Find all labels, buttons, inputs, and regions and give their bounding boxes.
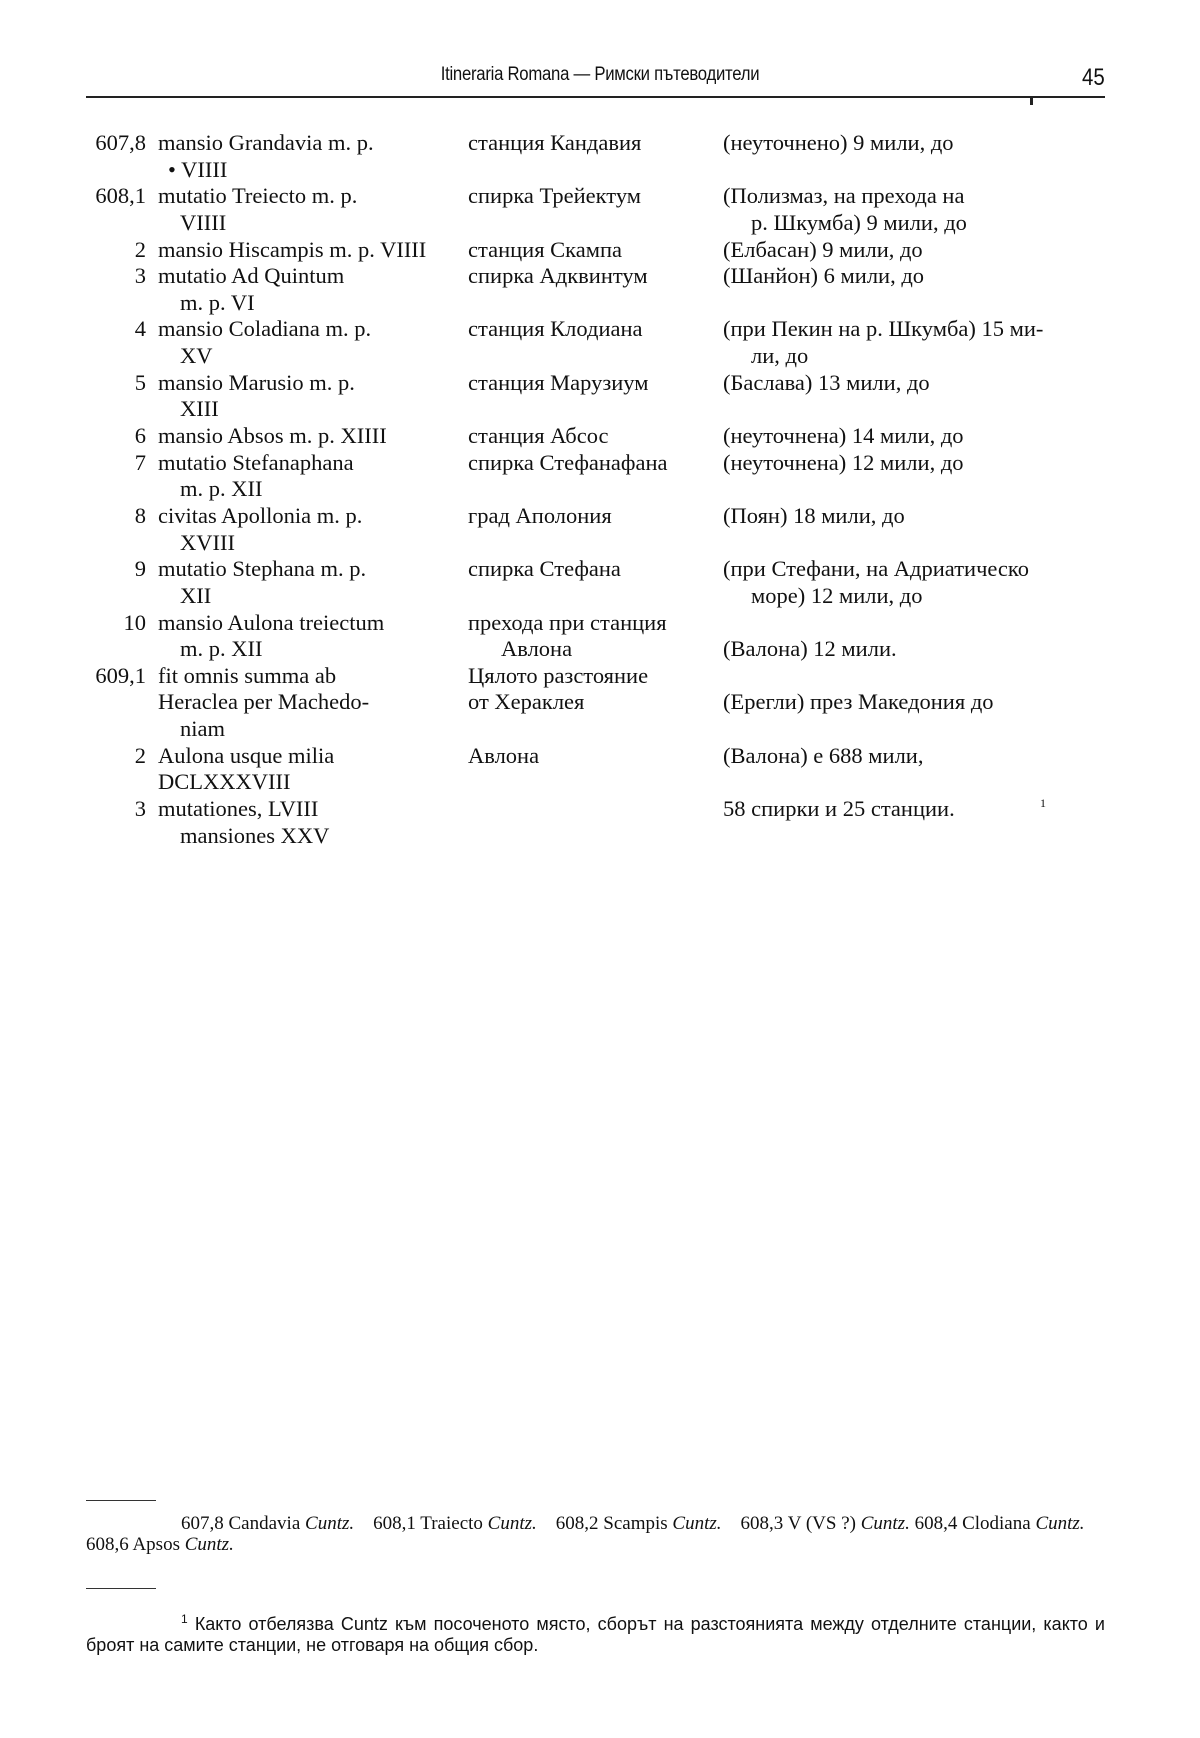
entry-line bbox=[0, 530, 1200, 557]
entry-line bbox=[0, 716, 1200, 743]
latin-text: m. p. XII bbox=[180, 636, 263, 662]
apparatus-rule bbox=[86, 1500, 156, 1501]
modern-location-text: (Баслава) 13 мили, до bbox=[723, 369, 930, 395]
latin-text: DCLXXXVIII bbox=[158, 769, 291, 795]
entry-line bbox=[0, 769, 1200, 796]
entry-line bbox=[0, 476, 1200, 503]
itinerary-entry bbox=[0, 663, 1200, 743]
itinerary-entry bbox=[0, 237, 1200, 264]
latin-text: mansio Coladiana m. p. bbox=[158, 316, 372, 342]
itinerary-entry bbox=[0, 503, 1200, 556]
apparatus-ref: 608,2 bbox=[555, 1513, 599, 1534]
latin-text: mutatio Stephana m. p. bbox=[158, 556, 367, 582]
entry-number: 10 bbox=[123, 609, 146, 635]
entry-line bbox=[0, 396, 1200, 423]
entry-line bbox=[0, 263, 1200, 290]
modern-location-text: (Валона) е 688 мили, bbox=[723, 742, 924, 768]
entry-line bbox=[0, 423, 1200, 450]
bulgarian-text: спирка Стефанафана bbox=[468, 449, 668, 475]
latin-text: XIII bbox=[180, 396, 219, 422]
itinerary-table bbox=[0, 130, 1200, 849]
entry-line bbox=[0, 583, 1200, 610]
bulgarian-text: спирка Адквинтум bbox=[468, 263, 648, 289]
itinerary-entry bbox=[0, 316, 1200, 369]
running-header: Itineraria Romana — Римски пътеводители bbox=[440, 64, 760, 85]
latin-text: mutatio Treiecto m. p. bbox=[158, 183, 358, 209]
latin-text: XVIII bbox=[180, 529, 235, 555]
entry-line bbox=[0, 316, 1200, 343]
modern-location-text: (неуточнено) 9 мили, до bbox=[723, 130, 954, 155]
bulgarian-text: станция Абсос bbox=[468, 423, 609, 449]
latin-text: XII bbox=[180, 582, 212, 608]
apparatus-word: Apsos bbox=[132, 1534, 180, 1555]
footnote-rule bbox=[86, 1588, 156, 1589]
itinerary-entry bbox=[0, 796, 1200, 849]
entry-line bbox=[0, 610, 1200, 637]
modern-location-text: (Шанйон) 6 мили, до bbox=[723, 263, 925, 289]
itinerary-entry bbox=[0, 556, 1200, 609]
latin-text: niam bbox=[180, 716, 225, 742]
bulgarian-text: станция Кандавия bbox=[468, 130, 642, 155]
apparatus-word: V (VS ?) bbox=[787, 1513, 856, 1534]
itinerary-entry bbox=[0, 450, 1200, 503]
modern-location-text: (Поян) 18 мили, до bbox=[723, 502, 905, 528]
apparatus-source: Cuntz. bbox=[860, 1513, 910, 1534]
latin-text: Aulona usque milia bbox=[158, 742, 335, 768]
entry-line bbox=[0, 556, 1200, 583]
bulgarian-text: Цялото разстояние bbox=[468, 662, 649, 688]
print-speck bbox=[1030, 98, 1033, 105]
latin-text: m. p. XII bbox=[180, 476, 263, 502]
latin-text: mansio Absos m. p. XIIII bbox=[158, 423, 387, 449]
critical-apparatus bbox=[86, 1513, 1105, 1555]
bulgarian-text: Авлона bbox=[468, 742, 540, 768]
bulgarian-text: станция Клодиана bbox=[468, 316, 643, 342]
entry-number: 3 bbox=[134, 263, 146, 289]
footnote-text: Както отбелязва Cuntz към посоченото място, сборът на разстоянията между отделните станции, както и броят на самите станции, не отговаря на общия сбор. bbox=[86, 1614, 1105, 1655]
entry-line bbox=[0, 823, 1200, 850]
entry-number: 9 bbox=[134, 556, 146, 582]
bulgarian-text: прехода при станция bbox=[468, 609, 667, 635]
modern-location-text: (Валона) 12 мили. bbox=[723, 636, 897, 662]
entry-line bbox=[0, 450, 1200, 477]
itinerary-entry bbox=[0, 370, 1200, 423]
modern-location-text: море) 12 мили, до bbox=[751, 582, 923, 608]
entry-line bbox=[0, 237, 1200, 264]
bulgarian-text: станция Марузиум bbox=[468, 369, 649, 395]
modern-location-text: 58 спирки и 25 станции. bbox=[723, 796, 955, 822]
apparatus-word: Candavia bbox=[228, 1513, 301, 1534]
entry-line bbox=[0, 636, 1200, 663]
entry-line bbox=[0, 290, 1200, 317]
entry-number: 2 bbox=[134, 236, 146, 262]
modern-location-text: (Полизмаз, на прехода на bbox=[723, 183, 965, 209]
entry-line bbox=[0, 689, 1200, 716]
bulgarian-text: от Хераклея bbox=[468, 689, 585, 715]
apparatus-ref: 608,4 bbox=[914, 1513, 958, 1534]
modern-location-text: (Елбасан) 9 мили, до bbox=[723, 236, 923, 262]
bulgarian-text: спирка Трейектум bbox=[468, 183, 642, 209]
bulgarian-text: спирка Стефана bbox=[468, 556, 621, 582]
entry-number: 609,1 bbox=[95, 662, 146, 688]
entry-number: 4 bbox=[134, 316, 146, 342]
itinerary-entry bbox=[0, 743, 1200, 796]
itinerary-entry bbox=[0, 130, 1200, 183]
itinerary-entry bbox=[0, 183, 1200, 236]
modern-location-text: (неуточнена) 12 мили, до bbox=[723, 449, 964, 475]
latin-text: mansio Grandavia m. p. bbox=[158, 130, 374, 155]
apparatus-source: Cuntz. bbox=[487, 1513, 537, 1534]
page-number: 45 bbox=[1082, 64, 1105, 91]
latin-text: • VIIII bbox=[168, 156, 228, 182]
apparatus-source: Cuntz. bbox=[1035, 1513, 1085, 1534]
entry-line bbox=[0, 796, 1200, 823]
apparatus-word: Scampis bbox=[603, 1513, 668, 1534]
entry-line bbox=[0, 743, 1200, 770]
latin-text: mutatio Stefanaphana bbox=[158, 449, 354, 475]
entry-number: 607,8 bbox=[95, 130, 146, 155]
bulgarian-text: град Аполония bbox=[468, 502, 612, 528]
entry-number: 3 bbox=[134, 796, 146, 822]
modern-location-text: (при Стефани, на Адриатическо bbox=[723, 556, 1029, 582]
modern-location-text: (Ерегли) през Македония до bbox=[723, 689, 994, 715]
bulgarian-text: станция Скампа bbox=[468, 236, 623, 262]
latin-text: mutatio Ad Quintum bbox=[158, 263, 345, 289]
apparatus-word: Traiecto bbox=[420, 1513, 483, 1534]
latin-text: m. p. VI bbox=[180, 289, 255, 315]
modern-location-text: ли, до bbox=[751, 343, 809, 369]
bulgarian-text: Авлона bbox=[501, 636, 573, 662]
entry-number: 5 bbox=[134, 369, 146, 395]
latin-text: mansio Marusio m. p. bbox=[158, 369, 355, 395]
apparatus-source: Cuntz. bbox=[305, 1513, 355, 1534]
entry-line bbox=[0, 130, 1200, 157]
apparatus-ref: 608,1 bbox=[373, 1513, 416, 1534]
latin-text: mansio Hiscampis m. p. VIIII bbox=[158, 236, 427, 262]
entry-number: 7 bbox=[134, 449, 146, 475]
latin-text: Heraclea per Machedo- bbox=[158, 689, 370, 715]
entry-line bbox=[0, 183, 1200, 210]
latin-text: VIIII bbox=[180, 209, 227, 235]
latin-text: civitas Apollonia m. p. bbox=[158, 502, 363, 528]
latin-text: mutationes, LVIII bbox=[158, 796, 319, 822]
modern-location-text: (при Пекин на р. Шкумба) 15 ми- bbox=[723, 316, 1044, 342]
entry-line bbox=[0, 343, 1200, 370]
itinerary-entry bbox=[0, 263, 1200, 316]
apparatus-ref: 608,3 bbox=[740, 1513, 784, 1534]
entry-number: 6 bbox=[134, 423, 146, 449]
entry-line bbox=[0, 157, 1200, 184]
entry-line bbox=[0, 663, 1200, 690]
entry-number: 2 bbox=[134, 742, 146, 768]
latin-text: XV bbox=[180, 343, 213, 369]
entry-line bbox=[0, 370, 1200, 397]
entry-number: 608,1 bbox=[95, 183, 146, 209]
entry-number: 8 bbox=[134, 502, 146, 528]
footnote bbox=[86, 1609, 1105, 1656]
latin-text: mansiones XXV bbox=[180, 822, 330, 848]
footnote-mark: 1 bbox=[181, 1612, 188, 1626]
latin-text: mansio Aulona treiectum bbox=[158, 609, 385, 635]
apparatus-source: Cuntz. bbox=[184, 1534, 234, 1555]
apparatus-ref: 608,6 bbox=[86, 1534, 129, 1555]
footnote-reference: 1 bbox=[1040, 796, 1046, 811]
modern-location-text: (неуточнена) 14 мили, до bbox=[723, 423, 964, 449]
entry-line bbox=[0, 503, 1200, 530]
entry-line bbox=[0, 210, 1200, 237]
apparatus-source: Cuntz. bbox=[672, 1513, 722, 1534]
header-rule bbox=[86, 96, 1105, 98]
itinerary-entry bbox=[0, 610, 1200, 663]
apparatus-word: Clodiana bbox=[962, 1513, 1031, 1534]
modern-location-text: р. Шкумба) 9 мили, до bbox=[751, 209, 967, 235]
itinerary-entry bbox=[0, 423, 1200, 450]
apparatus-ref: 607,8 bbox=[181, 1513, 224, 1534]
latin-text: fit omnis summa ab bbox=[158, 662, 337, 688]
